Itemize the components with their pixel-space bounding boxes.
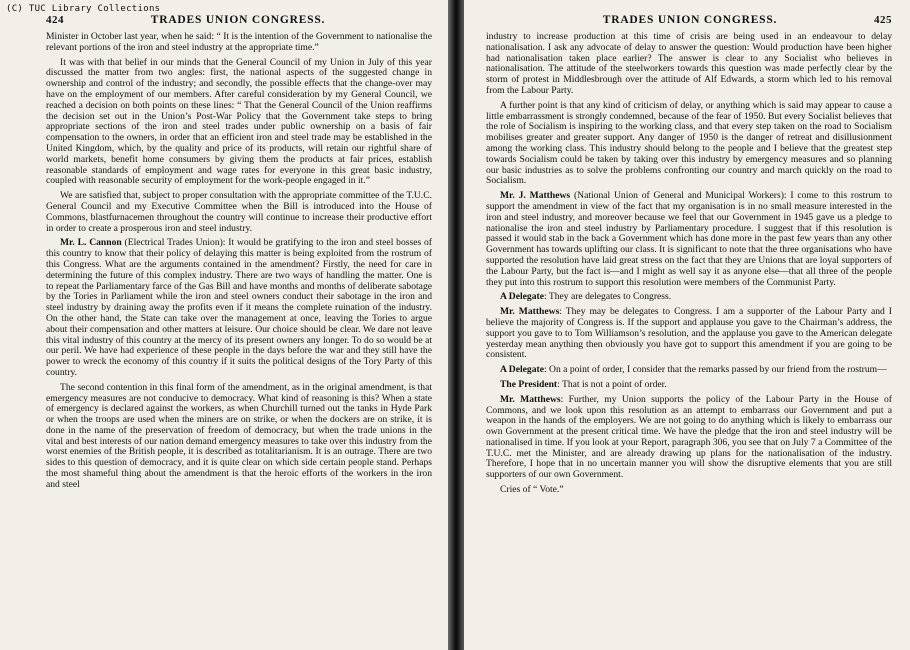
right-page-body xyxy=(486,32,892,496)
paragraph xyxy=(46,191,432,234)
speaker-name: Mr. Matthews xyxy=(500,393,561,405)
right-page-header xyxy=(486,14,892,26)
paragraph-text: : On a point of order, I consider that the remarks passed by our friend from the rostrum— xyxy=(543,364,887,376)
paragraph xyxy=(46,383,432,491)
paragraph xyxy=(486,365,892,376)
speaker-name: The President xyxy=(500,378,558,390)
left-running-head: TRADES UNION CONGRESS. xyxy=(150,14,326,26)
left-page-header xyxy=(46,14,432,26)
right-page-number: 425 xyxy=(873,14,892,26)
left-page-number: 424 xyxy=(46,14,64,26)
speaker-name: Mr. L. Cannon xyxy=(60,237,122,249)
paragraph xyxy=(486,307,892,361)
paragraph xyxy=(486,101,892,187)
speaker-name: Mr. J. Matthews xyxy=(500,190,571,202)
paragraph xyxy=(486,191,892,288)
paragraph-text: : Further, my Union supports the policy of the Labour Party in the House of Commons, and we look upon this resolution as an attempt to embarrass our Government and put a weapon in the hands of the employers. We are not going to do anything which is likely to embarrass our own Government at the present critical time. We have the pledge that the iron and steel industry will be nationalised in time. If you look at your Report, paragraph 306, you see that on July 7 a Committee of the T.U.C. met the Minister, and are already drawing up plans for the nationalisation of the industry. Therefore, I hope that in no uncertain manner you will show the disruptive elements that you are still supporters of our own Government. xyxy=(486,393,892,481)
speaker-name: Mr. Matthews xyxy=(500,306,560,318)
right-running-head: TRADES UNION CONGRESS. xyxy=(602,14,778,26)
paragraph-text: : That is not a point of order. xyxy=(557,378,667,390)
left-page xyxy=(0,0,448,650)
paragraph xyxy=(46,58,432,188)
paragraph xyxy=(46,32,432,54)
collection-watermark: (C) TUC Library Collections xyxy=(6,4,161,14)
paragraph xyxy=(486,292,892,303)
right-page xyxy=(464,0,910,650)
paragraph-text: : They may be delegates to Congress. I am a supporter of the Labour Party and I believe the majority of Congress is. If the support and applause you gave to the Chairman’s address, the support you gave to to Tom Williamson’s resolution, and the applause you gave to the American delegate yesterday mean anything then obviously you have got to support this amendment if you are going to be consistent. xyxy=(486,306,892,361)
paragraph-text: (National Union of General and Municipal Workers): I come to this rostrum to support the amendment in view of the fact that my organisation is in no small measure interested in the iron and steel industry, and moreover because we feel that our Government in 1945 gave us a pledge to nationalise the iron and steel industry by Parliamentary procedure. I suggest that if this resolution is passed it would stab in the back a Government which has done more in the past few years than any other Government has towards uplifting our class. It is significant to note that the three organisations who have supported the resolution have laid great stress on the fact that they are Unions that are loyal supporters of the Labour Party, but the fact is—and I might as well say it as anyone else—that all three of the people they put into this rostrum to support this resolution were members of the Communist Party. xyxy=(486,190,892,288)
crowd-response: Cries of “ Vote.” xyxy=(500,484,564,496)
paragraph xyxy=(486,395,892,481)
paragraph-text: We are satisfied that, subject to proper consultation with the appropriate committee of the T.U.C. General Council and my Executive Committee when the Bill is introduced into the House of Commons, blastfurnacemen throughout the country will continue to increase their productive effort in order to create a prosperous iron and steel industry. xyxy=(46,190,432,234)
speaker-name: A Delegate xyxy=(500,291,544,303)
paragraph-text: Minister in October last year, when he said: “ It is the intention of the Government to nationalise the relevant portions of the iron and steel industry at the appropriate time.” xyxy=(46,31,432,53)
paragraph xyxy=(486,32,892,97)
paragraph xyxy=(46,238,432,378)
paragraph-text: : They are delegates to Congress. xyxy=(543,291,672,303)
speaker-name: A Delegate xyxy=(500,364,544,376)
book-gutter xyxy=(448,0,464,650)
paragraph-text: (Electrical Trades Union): It would be gratifying to the iron and steel bosses of this country to know that their policy of delaying this matter is being exploited from the rostrum of this Congress. What are the arguments contained in the amendment? Firstly, the need for care in determining the future of this complex industry. There are two ways of handling the matter. One is to repeat the Parliamentary farce of the Gas Bill and have months and months of deliberate sabotage by the Tories in Parliament while the iron and steel owners conduct their sabotage in the iron and steel industry by draining away the profits even if it means the complete ruination of the industry. On the other hand, the State can take over the management at once, leaving the Tories to argue about their compensation and other matters at leisure. Our choice should be clear. We dare not leave this vital industry of this country at the mercy of its present owners any longer. To do so would be at our peril. We have had experience of these people in the days before the war and they still have the power to wreck the economy of this country if it suits the political designs of the Tory Party of this country. xyxy=(46,237,432,378)
paragraph xyxy=(486,380,892,391)
paragraph-text: industry to increase production at this time of crisis are being used in an endeavour to delay nationalisation. I ask any advocate of delay to answer the question: Would production have been higher had nationalisation taken place earlier? The answer is clear to any Socialist who believes in nationalisation. The attitude of the steelworkers towards this question was made perfectly clear by the storm of protest in Middlesbrough over the attitude of Alf Edwards, a storm which led to his removal from the Labour Party. xyxy=(486,31,892,96)
paragraph-text: The second contention in this final form of the amendment, as in the original amendment, is that emergency measures are not conducive to democracy. What kind of reasoning is this? When a state of emergency is declared against the workers, as when Churchill turned out the tanks in Hyde Park or when the troops are used when the miners are on strike, or when the dockers are on strike, it is done in the name of the preservation of freedom of democracy, but when the trade unions in the vital and best interests of our nation demand emergency measures to take over this industry from the worst enemies of the British people, it is described as totalitarianism. It is an outrage. There are two sides to this question of democracy, and it is quite clear on which side certain people stand. Perhaps the most shameful thing about the amendment is that the heroic efforts of the workers in the iron and steel xyxy=(46,381,432,490)
paragraph-text: A further point is that any kind of criticism of delay, or anything which is said may appear to cause a little embarrassment is strongly condemned, because of the fear of 1950. But every Socialist believes that the role of Socialism is inspiring to the working class, and that every step taken on the road to Socialism mobilises greater and greater support. Any danger of 1950 is the danger of retreat and disillusionment among the working class. This industry should belong to the people and I believe that the greatest step towards Socialism could be taken by taking over this industry by emergency measures and so planning our basic industries as to solve the problems confronting our country and march quickly on the road to Socialism. xyxy=(486,99,892,187)
left-page-body xyxy=(46,32,432,491)
paragraph-text: It was with that belief in our minds that the General Council of my Union in July of this year discussed the matter from two angles: first, the national aspects of the suggested change in ownership and control of the industry; and secondly, the possible effects that the change-over may have on the employment of our members. After careful consideration by my General Council, we reached a decision on both points on these lines: “ That the General Council of the Union reaffirms the decision set out in the Union’s Post-War Policy that the Government take steps to bring appropriate sections of the iron and steel trades under public ownership on a basis of fair compensation to the owners, in order that an efficient iron and steel trade may be established in the United Kingdom, which, by the quality and price of its products, will retain our rightful share of world markets, benefit home consumers by giving them the products at fair prices, establish reasonable standards of employment and wage rates for everyone in this great basic industry, coupled with reasonable security of employment for the work-people engaged in it.” xyxy=(46,56,432,187)
